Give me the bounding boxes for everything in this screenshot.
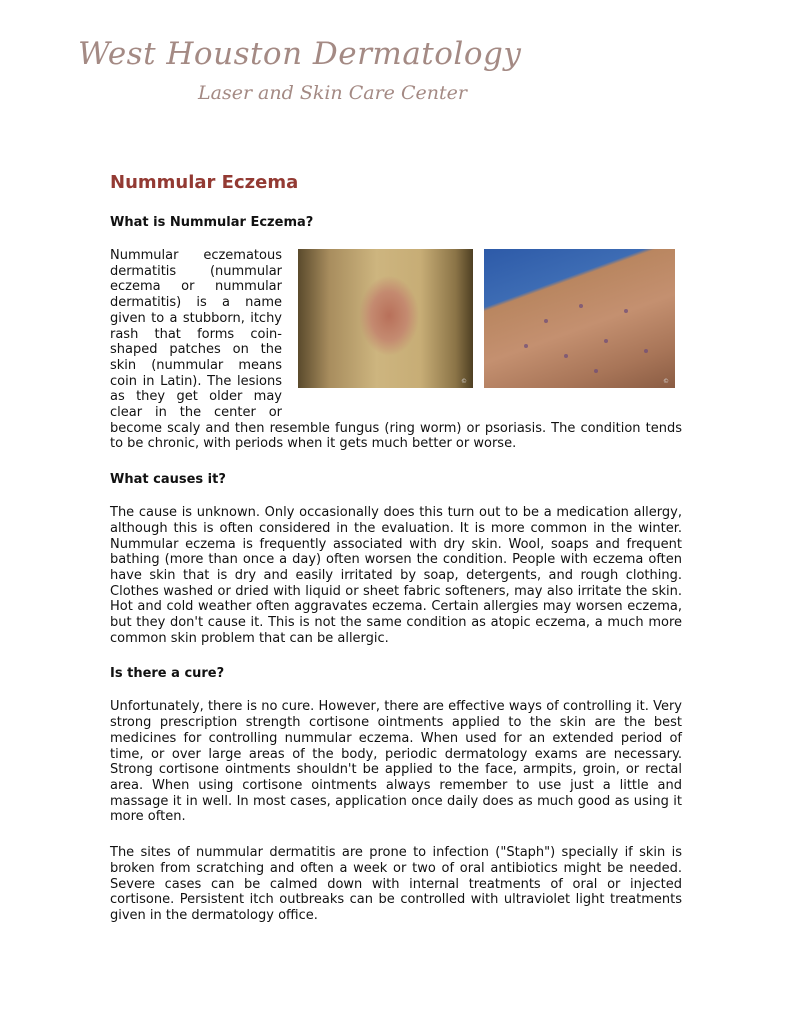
photo-watermark: © <box>663 378 669 385</box>
leg-lesion-photo <box>298 249 473 388</box>
multiple-lesions-photo <box>484 249 675 388</box>
article <box>110 172 682 944</box>
section-heading-what-is: What is Nummular Eczema? <box>110 215 314 230</box>
paragraph: The cause is unknown. Only occasionally does this turn out to be a medication allergy, although this is often considered in the evaluation. It is more common in the winter. Nummular eczema is frequently associated with dry skin. Wool, soaps and frequent bathing (more than once a day) often worsen the condition. People with eczema often have skin that is dry and easily irritated by soap, detergents, and rough clothing. Clothes washed or dried with liquid or sheet fabric softeners, may also irritate the skin. Hot and cold weather often aggravates eczema. Certain allergies may worsen eczema, but they don't cause it. This is not the same condition as atopic eczema, a much more common skin problem that can be allergic. <box>110 505 682 646</box>
paragraph: The sites of nummular dermatitis are prone to infection ("Staph") specially if skin is broken from scratching and often a week or two of oral antibiotics might be needed. Severe cases can be calmed down with internal treatments of oral or injected cortisone. Persistent itch outbreaks can be controlled with ultraviolet light treatments given in the dermatology office. <box>110 845 682 923</box>
section-heading-cure: Is there a cure? <box>110 666 225 682</box>
clinic-logo <box>78 36 522 112</box>
eczema-photos <box>298 249 682 415</box>
paragraph: Unfortunately, there is no cure. However, there are effective ways of controlling it. Very strong prescription strength cortisone ointments applied to the skin are the best medicines for controlling nummular eczema. When used for an extended period of time, or over large areas of the body, periodic dermatology exams are necessary. Strong cortisone ointments shouldn't be applied to the face, armpits, groin, or rectal area. When using cortisone ointments always remember to use just a little and massage it in well. In most cases, application once daily does as much good as using it more often. <box>110 699 682 825</box>
logo-line-1: West Houston Dermatology <box>78 36 522 72</box>
page-title: Nummular Eczema <box>110 172 299 193</box>
paragraph: Nummular eczematous dermatitis (nummular eczema or nummular dermatitis) is a name given to a stubborn, itchy rash that forms coin-shaped patches on the skin (nummular means coin in Latin). The lesions as they get older may clear in the center or become scaly and then resemble fungus (ring worm) or psoriasis. The condition tends to be chronic, with periods when it gets much better or worse. <box>110 248 682 452</box>
photo-watermark: © <box>461 378 467 385</box>
section-heading-causes: What causes it? <box>110 472 226 488</box>
logo-line-2: Laser and Skin Care Center <box>198 82 467 104</box>
